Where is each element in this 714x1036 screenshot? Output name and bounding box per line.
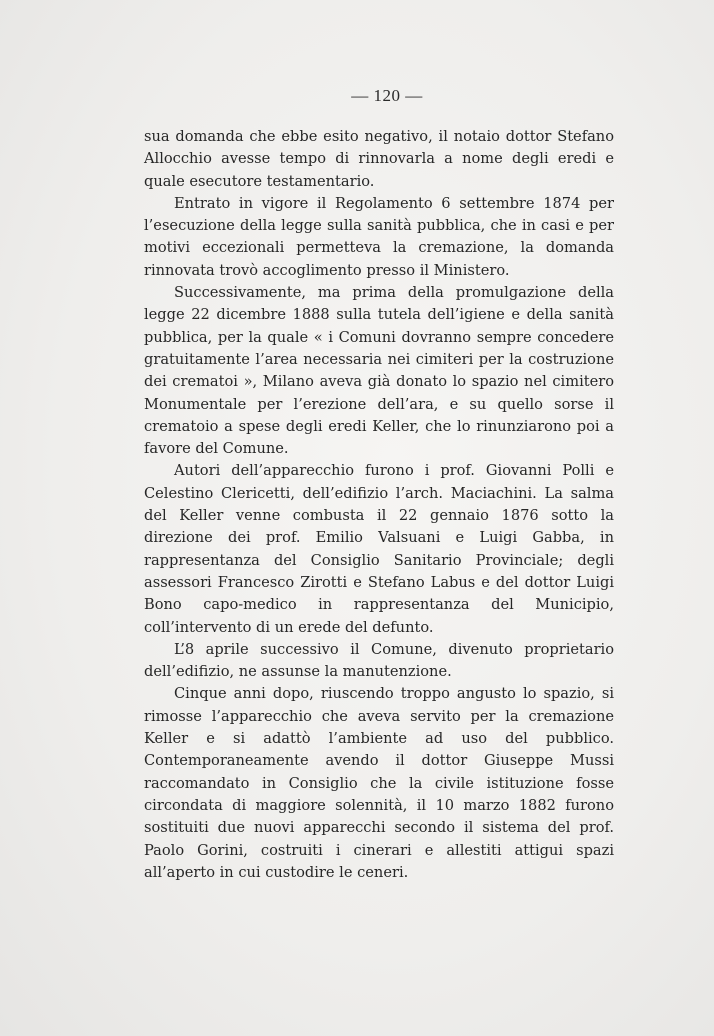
page-number: — 120 —: [351, 86, 423, 105]
paragraph: Successivamente, ma prima della promulgazione della legge 22 dicembre 1888 sulla tutela dell’igiene e della sanità pubblica, per la quale « i Comuni dovranno sempre concedere gratuitamente l’area necessaria nei cimiteri per la costruzione dei crematoi », Milano aveva già donato lo spazio nel cimitero Monumentale per l’erezione dell’ara, e su quello sorse il crematoio a spese degli eredi Keller, che lo rinunziarono poi a favore del Comune.: [144, 284, 614, 458]
body-text: [144, 126, 614, 884]
paragraph: Cinque anni dopo, riuscendo troppo angusto lo spazio, si rimosse l’apparecchio che aveva servito per la cremazione Keller e si adattò l’ambiente ad uso del pubblico. Contemporaneamente avendo il dottor Giuseppe Mussi raccomandato in Consiglio che la civile istituzione fosse circondata di maggiore solennità, il 10 marzo 1882 furono sostituiti due nuovi apparecchi secondo il sistema del prof. Paolo Gorini, costruiti i cinerari e allestiti attigui spazi all’aperto in cui custodire le ceneri.: [144, 685, 614, 881]
paragraph: L’8 aprile successivo il Comune, divenuto proprietario dell’edifizio, ne assunse la manutenzione.: [144, 640, 614, 681]
paragraph: Entrato in vigore il Regolamento 6 settembre 1874 per l’esecuzione della legge sulla sanità pubblica, che in casi e per motivi eccezionali permetteva la cremazione, la domanda rinnovata trovò accoglimento presso il Ministero.: [144, 194, 614, 279]
paragraph: sua domanda che ebbe esito negativo, il notaio dottor Stefano Allocchio avesse tempo di rinnovarla a nome degli eredi e quale esecutore testamentario.: [144, 128, 614, 190]
paragraph: Autori dell’apparecchio furono i prof. Giovanni Polli e Celestino Clericetti, dell’edifizio l’arch. Maciachini. La salma del Keller venne combusta il 22 gennaio 1876 sotto la direzione dei prof. Emilio Valsuani e Luigi Gabba, in rappresentanza del Consiglio Sanitario Provinciale; degli assessori Francesco Zirotti e Stefano Labus e del dottor Luigi Bono capo-medico in rappresentanza del Municipio, coll’intervento di un erede del defunto.: [144, 462, 614, 636]
